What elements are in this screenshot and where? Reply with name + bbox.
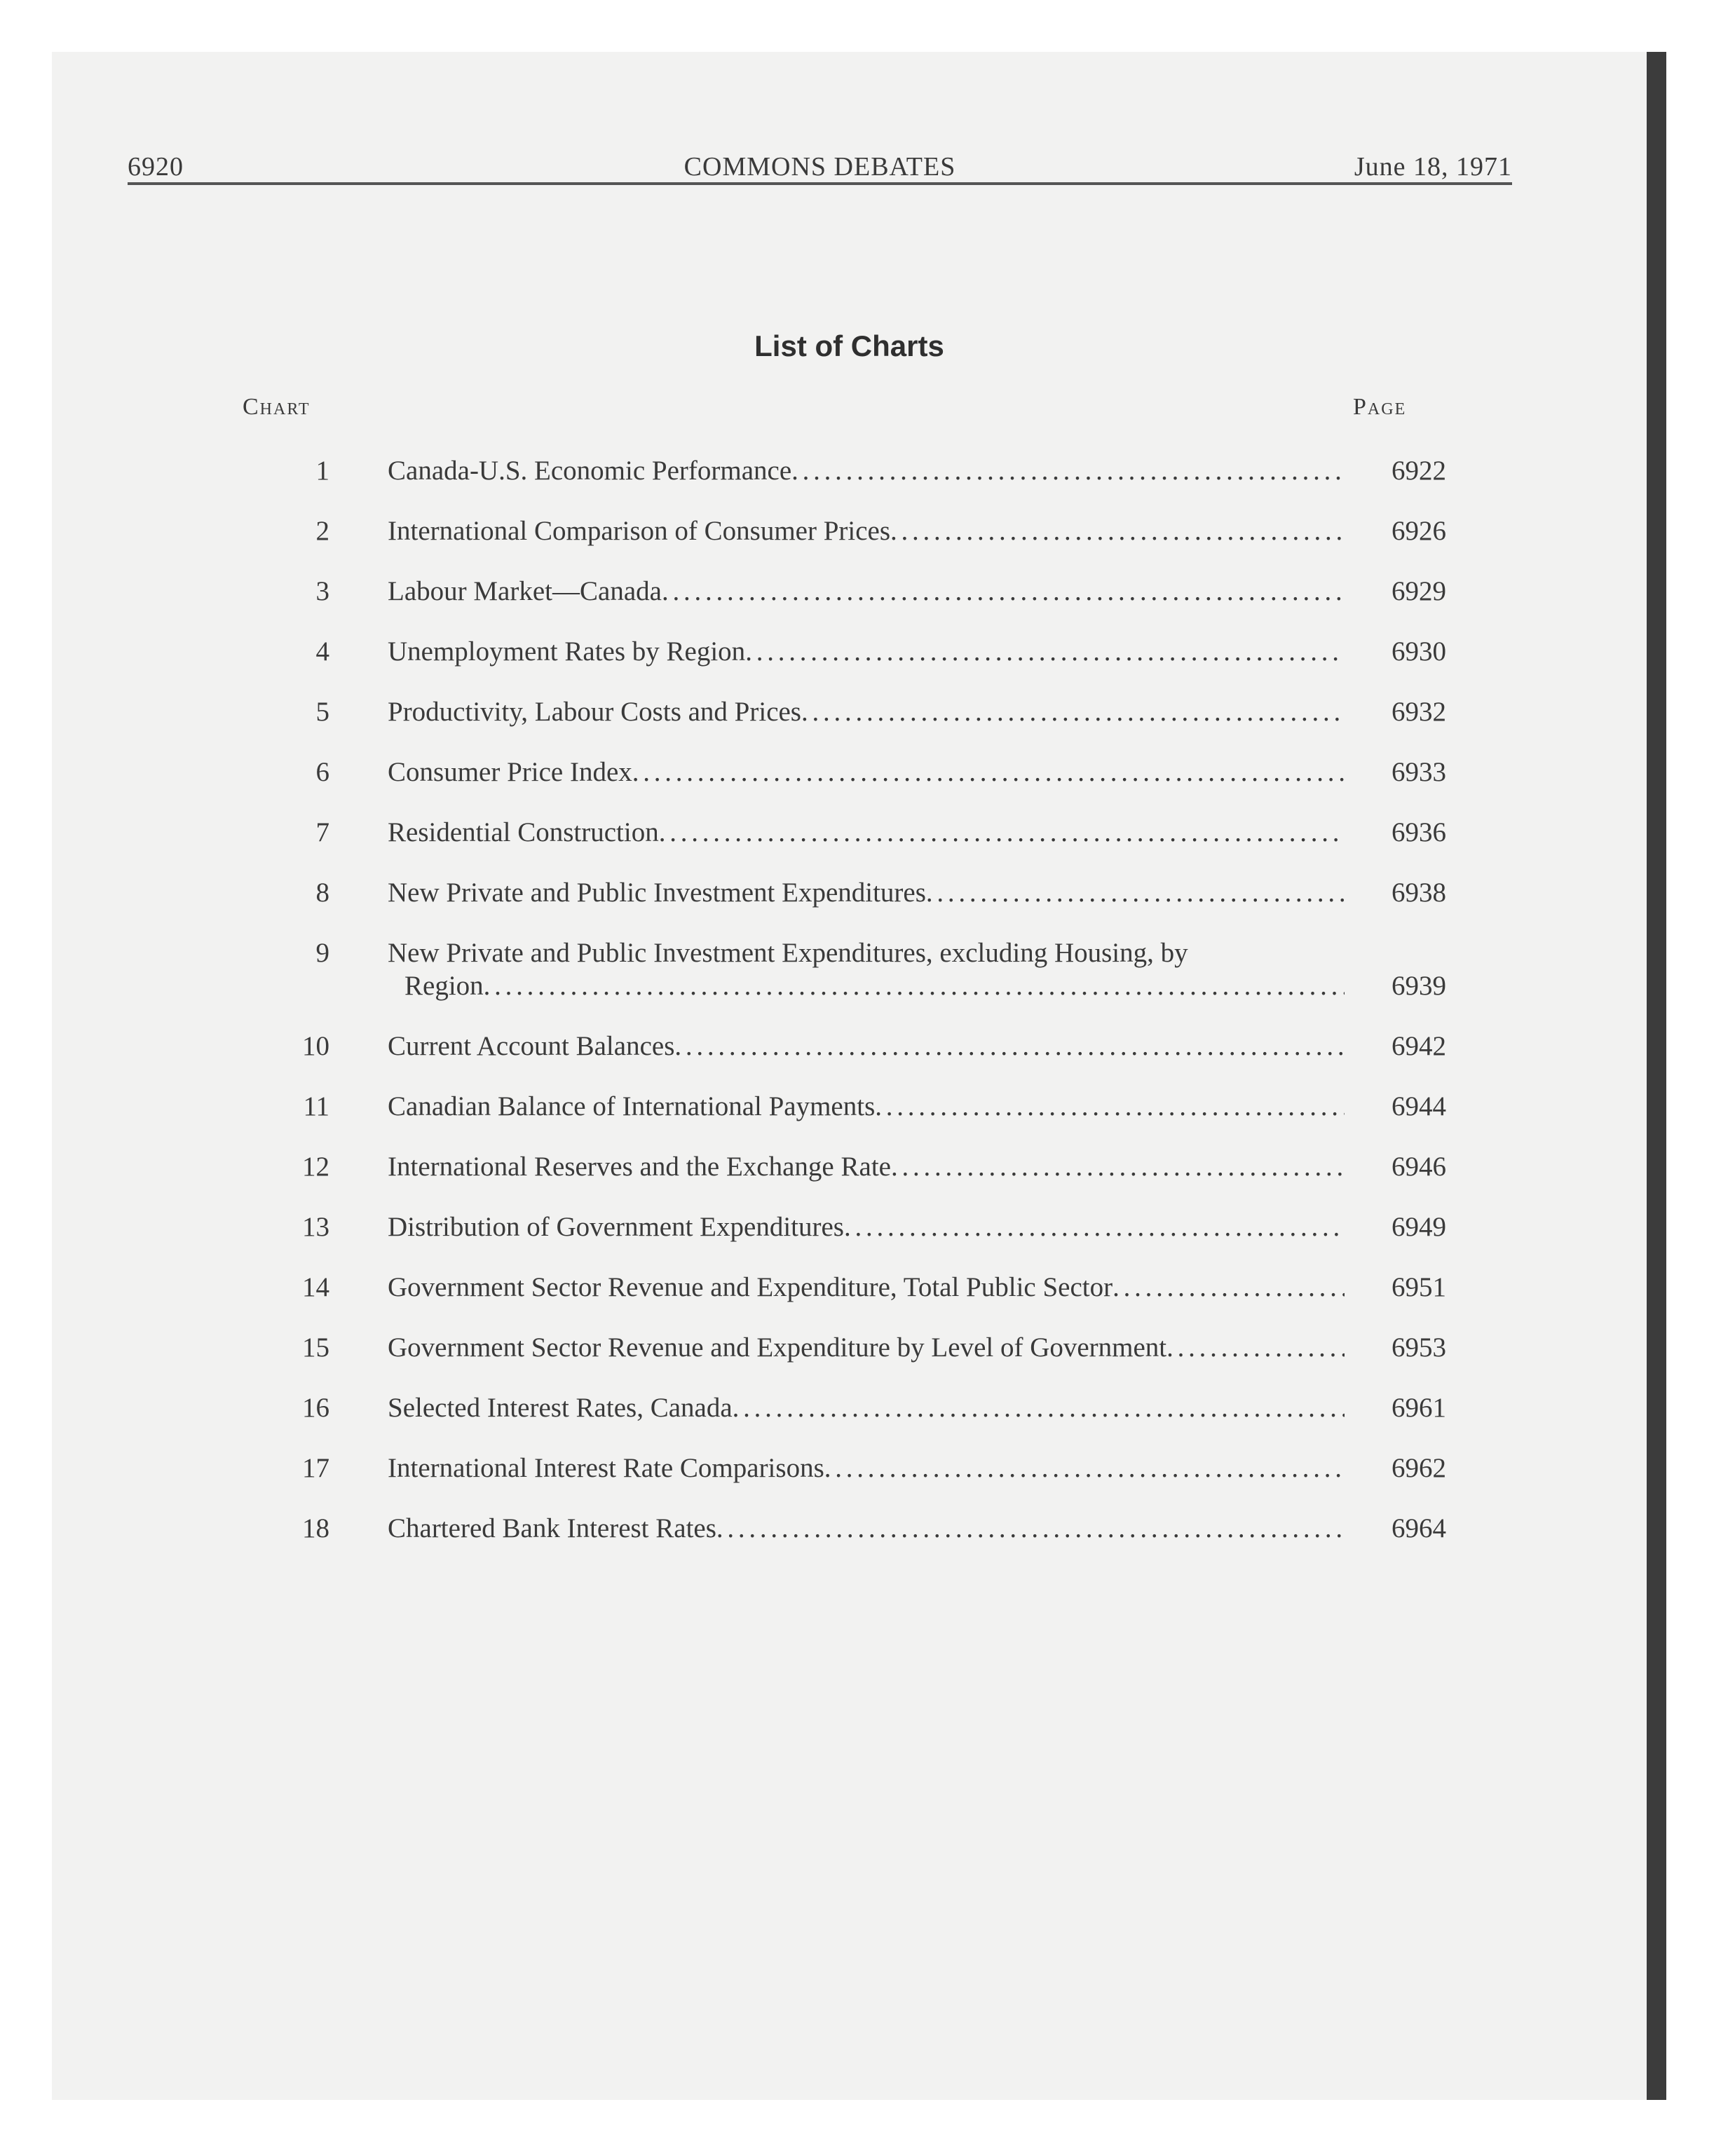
dot-leader xyxy=(890,514,1345,547)
list-item xyxy=(280,1210,1472,1243)
chart-title-line-1: New Private and Public Investment Expenditures, excluding Housing, by xyxy=(388,938,1188,968)
chart-number: 3 xyxy=(315,576,329,606)
chart-number: 1 xyxy=(315,456,329,486)
chart-number: 5 xyxy=(315,697,329,727)
chart-page: 6922 xyxy=(1392,456,1446,486)
chart-number: 7 xyxy=(315,817,329,847)
list-item xyxy=(280,816,1472,849)
list-item xyxy=(280,1512,1472,1545)
list-item xyxy=(280,1030,1472,1063)
list-item xyxy=(280,454,1472,487)
list-item xyxy=(280,1452,1472,1485)
chart-page: 6944 xyxy=(1392,1091,1446,1121)
chart-title-line-2: Region xyxy=(404,971,484,1001)
chart-list xyxy=(280,454,1472,1572)
chart-number: 18 xyxy=(302,1513,329,1543)
list-item xyxy=(280,635,1472,668)
dot-leader xyxy=(659,816,1345,849)
chart-page: 6939 xyxy=(1392,971,1446,1001)
chart-column-heading: Chart xyxy=(243,394,311,420)
list-item xyxy=(280,1331,1472,1364)
publication-title: COMMONS DEBATES xyxy=(683,152,956,182)
chart-number: 14 xyxy=(302,1272,329,1302)
chart-title: New Private and Public Investment Expenditures xyxy=(388,878,926,908)
running-header xyxy=(128,147,1512,185)
chart-title: Current Account Balances xyxy=(388,1031,675,1061)
list-item xyxy=(280,514,1472,547)
chart-title: Canada-U.S. Economic Performance xyxy=(388,456,792,486)
scan-edge xyxy=(1647,52,1666,2100)
chart-number: 4 xyxy=(315,636,329,667)
dot-leader xyxy=(484,969,1345,1002)
dot-leader xyxy=(1166,1331,1345,1364)
list-item xyxy=(280,1391,1472,1424)
list-item xyxy=(280,695,1472,728)
chart-title: International Comparison of Consumer Prices xyxy=(388,516,891,546)
chart-title: Unemployment Rates by Region xyxy=(388,636,746,667)
list-item xyxy=(280,876,1472,909)
chart-title: International Reserves and the Exchange Rate xyxy=(388,1152,891,1182)
chart-number: 6 xyxy=(315,757,329,787)
chart-number: 13 xyxy=(302,1212,329,1242)
dot-leader xyxy=(674,1030,1345,1063)
dot-leader xyxy=(891,1150,1345,1183)
chart-title: Productivity, Labour Costs and Prices xyxy=(388,697,801,727)
chart-page: 6932 xyxy=(1392,697,1446,727)
list-item xyxy=(280,936,1472,1002)
chart-page: 6946 xyxy=(1392,1152,1446,1182)
chart-page: 6964 xyxy=(1392,1513,1446,1543)
dot-leader xyxy=(733,1391,1345,1424)
chart-page: 6933 xyxy=(1392,757,1446,787)
chart-number: 10 xyxy=(302,1031,329,1061)
dot-leader xyxy=(801,695,1345,728)
dot-leader xyxy=(1113,1271,1345,1304)
chart-number: 15 xyxy=(302,1332,329,1363)
dot-leader xyxy=(716,1512,1345,1545)
page-title: List of Charts xyxy=(754,329,944,362)
chart-number: 16 xyxy=(302,1393,329,1423)
list-item xyxy=(280,575,1472,608)
chart-page: 6926 xyxy=(1392,516,1446,546)
dot-leader xyxy=(875,1090,1345,1123)
chart-number: 11 xyxy=(303,1091,329,1121)
list-item xyxy=(280,1090,1472,1123)
page-number: 6920 xyxy=(128,152,184,182)
chart-title: Labour Market—Canada xyxy=(388,576,662,606)
page-column-heading: Page xyxy=(1353,394,1407,420)
chart-title: Distribution of Government Expenditures xyxy=(388,1212,844,1242)
chart-title: Canadian Balance of International Payments xyxy=(388,1091,876,1121)
dot-leader xyxy=(824,1452,1345,1485)
chart-number: 12 xyxy=(302,1152,329,1182)
chart-number: 2 xyxy=(315,516,329,546)
chart-title: Consumer Price Index xyxy=(388,757,632,787)
list-item xyxy=(280,1150,1472,1183)
dot-leader xyxy=(926,876,1345,909)
chart-number: 17 xyxy=(302,1453,329,1483)
list-item xyxy=(280,756,1472,789)
chart-title: Government Sector Revenue and Expenditure, Total Public Sector xyxy=(388,1272,1113,1302)
dot-leader xyxy=(791,454,1345,487)
chart-title: Chartered Bank Interest Rates xyxy=(388,1513,716,1543)
chart-page: 6942 xyxy=(1392,1031,1446,1061)
chart-page: 6949 xyxy=(1392,1212,1446,1242)
chart-title: Government Sector Revenue and Expenditure by Level of Government xyxy=(388,1332,1167,1363)
chart-page: 6953 xyxy=(1392,1332,1446,1363)
chart-title: Residential Construction xyxy=(388,817,659,847)
chart-page: 6936 xyxy=(1392,817,1446,847)
chart-title: Selected Interest Rates, Canada xyxy=(388,1393,733,1423)
dot-leader xyxy=(745,635,1345,668)
chart-page: 6961 xyxy=(1392,1393,1446,1423)
issue-date: June 18, 1971 xyxy=(1354,152,1512,182)
chart-page: 6951 xyxy=(1392,1272,1446,1302)
dot-leader xyxy=(844,1210,1345,1243)
dot-leader xyxy=(662,575,1345,608)
chart-number: 9 xyxy=(315,938,329,968)
chart-page: 6962 xyxy=(1392,1453,1446,1483)
list-item xyxy=(280,1271,1472,1304)
chart-title: International Interest Rate Comparisons xyxy=(388,1453,824,1483)
chart-page: 6938 xyxy=(1392,878,1446,908)
chart-number: 8 xyxy=(315,878,329,908)
dot-leader xyxy=(632,756,1345,789)
chart-page: 6930 xyxy=(1392,636,1446,667)
chart-page: 6929 xyxy=(1392,576,1446,606)
